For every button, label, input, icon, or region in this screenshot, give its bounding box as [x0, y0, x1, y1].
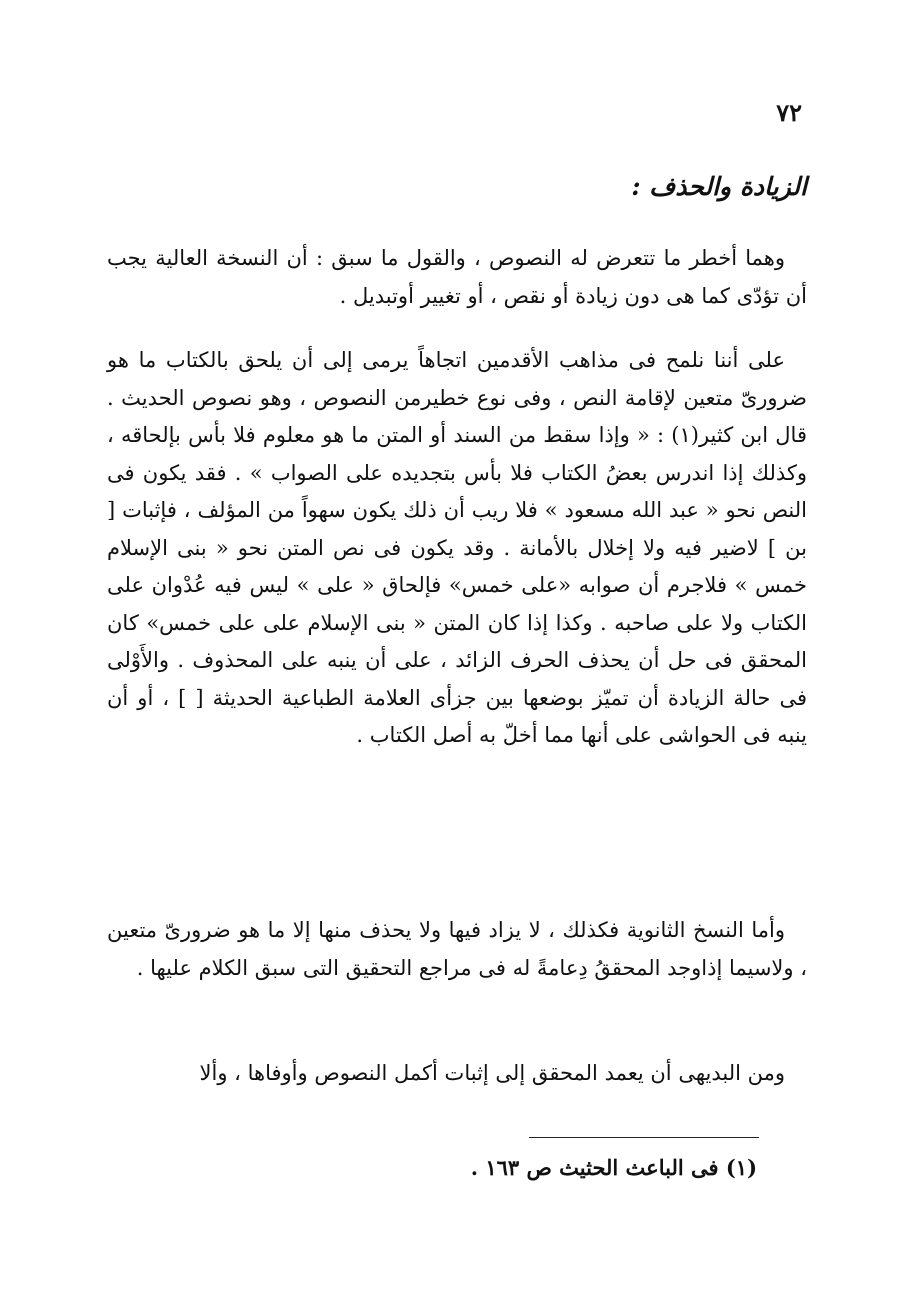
section-heading: الزيادة والحذف : — [631, 172, 807, 201]
page-number: ٧٢ — [776, 98, 802, 127]
footnote-divider — [529, 1137, 759, 1138]
paragraph-block — [107, 240, 807, 315]
paragraph-2: على أننا نلمح فى مذاهب الأقدمين اتجاهاً يرمى إلى أن يلحق بالكتاب ما هو ضرورىّ متعين لإقامة النص ، وفى نوع خطيرمن النصوص ، وهو نصوص الحديث . قال ابن كثير(١) : « وإذا سقط من السند أو المتن ما هو معلوم فلا بأس بإلحاقه ، وكذلك إذا اندرس بعضُ الكتاب فلا بأس بتجديده على الصواب » . فقد يكون فى النص نحو « عبد الله مسعود » فلا ريب أن ذلك يكون سهواً من المؤلف ، فإثبات [ بن ] لاضير فيه ولا إخلال بالأمانة . وقد يكون فى نص المتن نحو « بنى الإسلام خمس » فلاجرم أن صوابه «على خمس» فإلحاق « على » ليس فيه عُدْوان على الكتاب ولا على صاحبه . وكذا إذا كان المتن « بنى الإسلام على على خمس» كان المحقق فى حل أن يحذف الحرف الزائد ، على أن ينبه على المحذوف . والأَوْلى فى حالة الزيادة أن تميّز بوضعها بين جزأى العلامة الطباعية الحديثة [ ] ، أو أن ينبه فى الحواشى على أنها مما أخلّ به أصل الكتاب . — [107, 348, 807, 747]
footnote: (١) فى الباعث الحثيث ص ١٦٣ . — [470, 1155, 757, 1180]
paragraph-4: ومن البديهى أن يعمد المحقق إلى إثبات أكمل النصوص وأوفاها ، وألا — [199, 1061, 785, 1085]
paragraph-block — [107, 912, 807, 987]
paragraph-block — [107, 342, 807, 755]
paragraph-block — [107, 1055, 807, 1093]
paragraph-1: وهما أخطر ما تتعرض له النصوص ، والقول ما سبق : أن النسخة العالية يجب أن تؤدّى كما هى دون زيادة أو نقص ، أو تغيير أوتبديل . — [107, 246, 807, 308]
paragraph-3: وأما النسخ الثانوية فكذلك ، لا يزاد فيها ولا يحذف منها إلا ما هو ضرورىّ متعين ، ولاسيما إذاوجد المحققُ دِعامةً له فى مراجع التحقيق التى سبق الكلام عليها . — [107, 918, 807, 980]
